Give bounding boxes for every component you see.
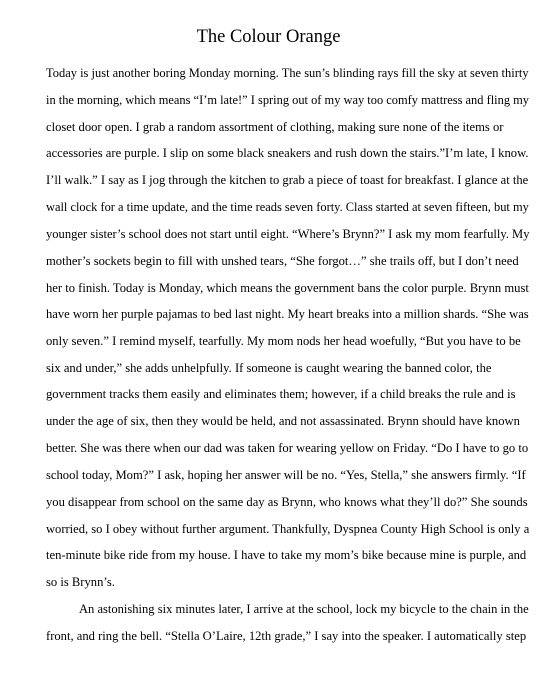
text-line: worried, so I obey without further argument. Thankfully, Dyspnea County High School is only a	[46, 522, 530, 536]
text-line: I’ll walk.” I say as I jog through the kitchen to grab a piece of toast for breakfast. I glance at the	[46, 173, 529, 187]
text-line: government tracks them easily and eliminates them; however, if a child breaks the rule and is	[46, 387, 516, 401]
text-line: under the age of six, then they would be held, and not assassinated. Brynn should have known	[46, 414, 520, 428]
text-line: Today is just another boring Monday morning. The sun’s blinding rays fill the sky at seven thirty	[46, 66, 529, 80]
text-line: front, and ring the bell. “Stella O’Laire, 12th grade,” I say into the speaker. I automatically step	[46, 629, 527, 643]
text-line: An astonishing six minutes later, I arrive at the school, lock my bicycle to the chain in the	[79, 602, 529, 616]
text-line: her to finish. Today is Monday, which means the government bans the color purple. Brynn must	[46, 281, 529, 295]
text-line: six and under,” she adds unhelpfully. If someone is caught wearing the banned color, the	[46, 361, 492, 375]
text-line: school today, Mom?” I ask, hoping her answer will be no. “Yes, Stella,” she answers firmly. “If	[46, 468, 526, 482]
text-line: so is Brynn’s.	[46, 575, 115, 589]
text-line: wall clock for a time update, and the time reads seven forty. Class started at seven fifteen, but my	[46, 200, 529, 214]
text-line: closet door open. I grab a random assortment of clothing, making sure none of the items or	[46, 120, 504, 134]
text-line: ten-minute bike ride from my house. I have to take my mom’s bike because mine is purple, and	[46, 548, 527, 562]
document-title: The Colour Orange	[196, 27, 341, 47]
text-line: mother’s sockets begin to fill with unshed tears, “She forgot…” she trails off, but I don’t need	[46, 254, 519, 268]
text-line: in the morning, which means “I’m late!” I spring out of my way too comfy mattress and fling my	[46, 93, 529, 107]
text-line: better. She was there when our dad was taken for wearing yellow on Friday. “Do I have to go to	[46, 441, 529, 455]
text-line: younger sister’s school does not start until eight. “Where’s Brynn?” I ask my mom fearfully. My	[46, 227, 530, 241]
text-line: you disappear from school on the same day as Brynn, who knows what they’ll do?” She sounds	[46, 495, 528, 509]
text-line: accessories are purple. I slip on some black sneakers and rush down the stairs.”I’m late, I know.	[46, 146, 529, 160]
text-line: have worn her purple pajamas to bed last night. My heart breaks into a million shards. “She was	[46, 307, 529, 321]
text-line: only seven.” I remind myself, tearfully. My mom nods her head woefully, “But you have to be	[46, 334, 521, 348]
